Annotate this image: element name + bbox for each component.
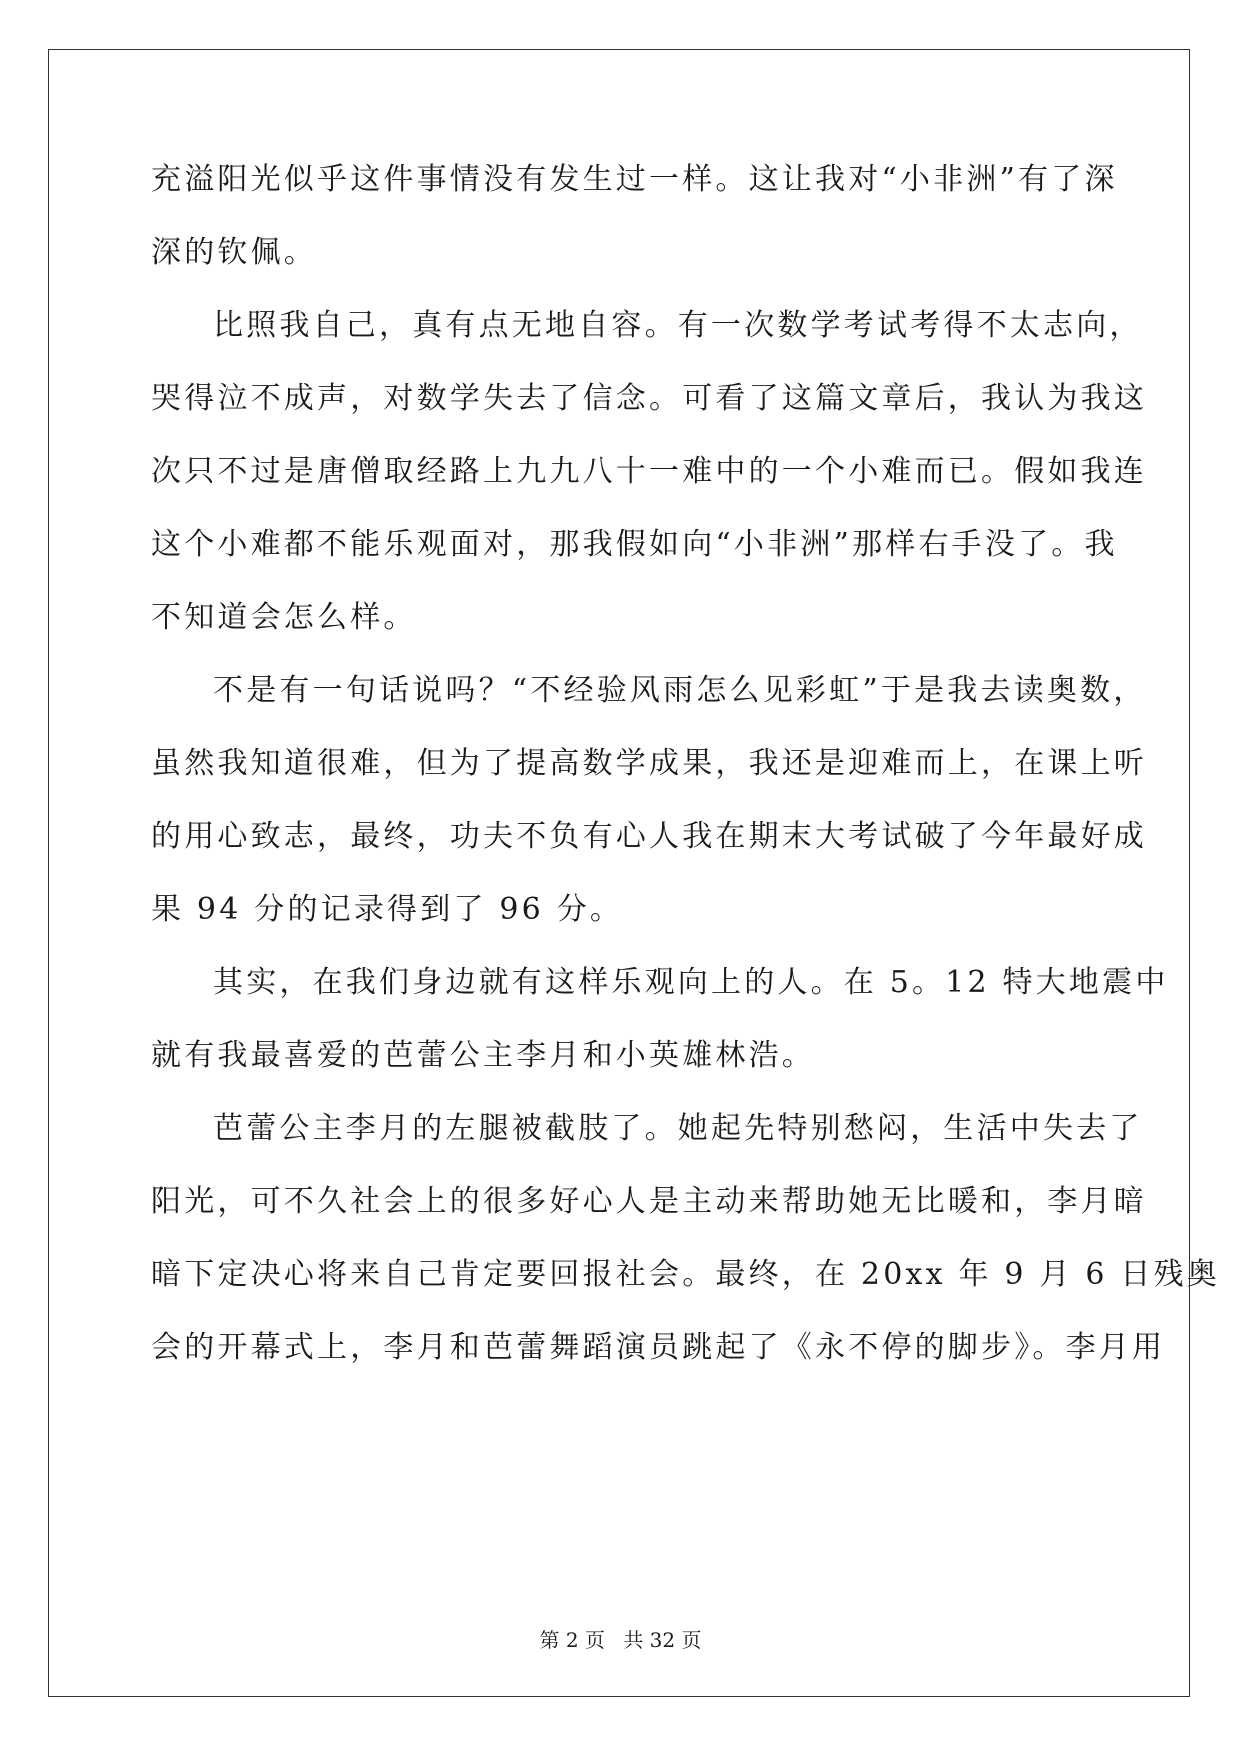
page-footer	[0, 1627, 1241, 1653]
text-line: 虽然我知道很难，但为了提高数学成果，我还是迎难而上，在课上听	[151, 746, 1147, 781]
text-line: 哭得泣不成声，对数学失去了信念。可看了这篇文章后，我认为我这	[151, 381, 1147, 416]
text-line: 芭蕾公主李月的左腿被截肢了。她起先特别愁闷，生活中失去了	[213, 1111, 1143, 1146]
text-line: 比照我自己，真有点无地自容。有一次数学考试考得不太志向，	[213, 308, 1143, 343]
text-line: 深的钦佩。	[151, 235, 317, 270]
text-line: 不是有一句话说吗？“不经验风雨怎么见彩虹”于是我去读奥数，	[213, 673, 1147, 708]
text-line: 会的开幕式上，李月和芭蕾舞蹈演员跳起了《永不停的脚步》。李月用	[151, 1330, 1166, 1365]
text-line: 的用心致志，最终，功夫不负有心人我在期末大考试破了今年最好成	[151, 819, 1147, 854]
page-border	[48, 49, 1190, 1697]
text-line: 充溢阳光似乎这件事情没有发生过一样。这让我对“小非洲”有了深	[151, 162, 1118, 197]
text-line: 就有我最喜爱的芭蕾公主李月和小英雄林浩。	[151, 1038, 815, 1073]
text-line: 不知道会怎么样。	[151, 600, 417, 635]
text-line: 次只不过是唐僧取经路上九九八十一难中的一个小难而已。假如我连	[151, 454, 1147, 489]
text-line: 其实，在我们身边就有这样乐观向上的人。在 5。12 特大地震中	[213, 965, 1169, 1000]
page-number: 第 2 页	[539, 1628, 605, 1652]
text-line: 果 94 分的记录得到了 96 分。	[151, 892, 624, 927]
text-line: 这个小难都不能乐观面对，那我假如向“小非洲”那样右手没了。我	[151, 527, 1118, 562]
text-line: 暗下定决心将来自己肯定要回报社会。最终，在 20xx 年 9 月 6 日残奥	[151, 1257, 1221, 1292]
text-line: 阳光，可不久社会上的很多好心人是主动来帮助她无比暖和，李月暗	[151, 1184, 1147, 1219]
page-total: 共 32 页	[623, 1628, 702, 1652]
